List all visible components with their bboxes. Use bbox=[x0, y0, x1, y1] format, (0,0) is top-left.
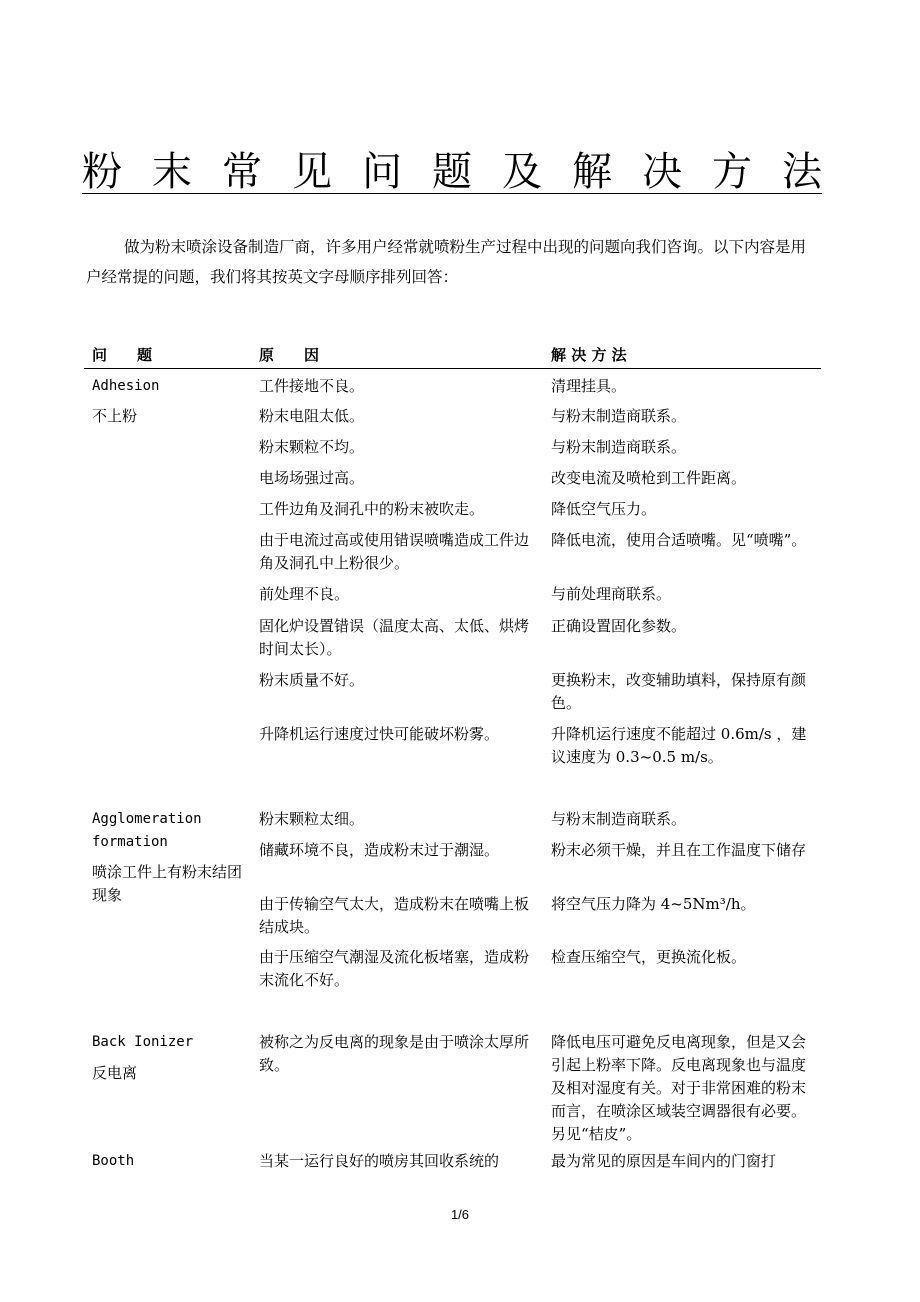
problem-cn: 不上粉 bbox=[92, 407, 138, 425]
title-char: 决 bbox=[642, 149, 682, 195]
title-char: 粉 bbox=[82, 149, 122, 195]
header-cause: 原 因 bbox=[259, 346, 320, 364]
title-char: 问 bbox=[362, 149, 402, 195]
title-underline bbox=[82, 193, 822, 194]
title-char: 见 bbox=[292, 149, 332, 195]
table-row-cause: 工件接地不良。 bbox=[259, 377, 365, 395]
header-rule bbox=[84, 368, 821, 369]
table-row-solution: 清理挂具。 bbox=[551, 377, 627, 395]
problem-cn: 喷涂工件上有粉末结团现象 bbox=[92, 863, 243, 904]
table-row-solution: 与粉末制造商联系。 bbox=[551, 810, 687, 828]
table-row-solution: 将空气压力降为 4~5Nm³/h。 bbox=[551, 895, 756, 913]
title-char: 及 bbox=[502, 149, 542, 195]
table-row-cause: 固化炉设置错误（温度太高、太低、烘烤时间太长）。 bbox=[259, 617, 530, 658]
table-row-cause: 粉末质量不好。 bbox=[259, 671, 365, 689]
title-char: 方 bbox=[712, 149, 752, 195]
table-row-cause: 储藏环境不良，造成粉末过于潮湿。 bbox=[259, 841, 500, 859]
faq-table bbox=[84, 341, 821, 1170]
table-row-cause: 由于电流过高或使用错误喷嘴造成工件边角及洞孔中上粉很少。 bbox=[259, 531, 530, 572]
problem-cn: 反电离 bbox=[92, 1064, 138, 1082]
table-row-cause: 当某一运行良好的喷房其回收系统的 bbox=[259, 1152, 500, 1170]
table-row-cause: 电场场强过高。 bbox=[259, 469, 365, 487]
header-solution: 解 决 方 法 bbox=[551, 346, 627, 364]
page-number: 1/6 bbox=[450, 1207, 470, 1222]
page-title bbox=[82, 146, 822, 198]
table-row-solution: 与粉末制造商联系。 bbox=[551, 438, 687, 456]
table-row-cause: 粉末颗粒太细。 bbox=[259, 810, 365, 828]
table-row-cause: 由于压缩空气潮湿及流化板堵塞，造成粉末流化不好。 bbox=[259, 948, 530, 989]
table-row-cause: 粉末颗粒不均。 bbox=[259, 438, 365, 456]
table-row-cause: 工件边角及洞孔中的粉末被吹走。 bbox=[259, 500, 485, 518]
header-problem: 问 题 bbox=[92, 346, 153, 364]
table-row-solution: 粉末必须干燥，并且在工作温度下储存 bbox=[551, 841, 807, 859]
table-row-solution: 改变电流及喷枪到工件距离。 bbox=[551, 469, 747, 487]
table-row-solution: 更换粉末，改变辅助填料，保持原有颜色。 bbox=[551, 671, 807, 712]
problem-en: Adhesion bbox=[92, 378, 160, 394]
table-row-solution: 与粉末制造商联系。 bbox=[551, 407, 687, 425]
title-char: 末 bbox=[152, 149, 192, 195]
problem-en: Booth bbox=[92, 1153, 135, 1169]
table-row-solution: 检查压缩空气，更换流化板。 bbox=[551, 948, 747, 966]
table-row-cause: 被称之为反电离的现象是由于喷涂太厚所致。 bbox=[259, 1033, 530, 1074]
intro-paragraph: 做为粉末喷涂设备制造厂商，许多用户经常就喷粉生产过程中出现的问题向我们咨询。以下内容是用户经常提的问题，我们将其按英文字母顺序排列回答： bbox=[86, 238, 807, 286]
table-row-solution: 与前处理商联系。 bbox=[551, 585, 672, 603]
table-row-solution: 降低电压可避免反电离现象，但是又会引起上粉率下降。反电离现象也与温度及相对湿度有关。对于非常困难的粉末而言，在喷涂区域装空调器很有必要。另见“桔皮”。 bbox=[551, 1033, 807, 1143]
problem-en: Agglomeration formation bbox=[92, 811, 202, 850]
table-row-solution: 降低电流，使用合适喷嘴。见“喷嘴”。 bbox=[551, 531, 807, 549]
table-row-cause: 前处理不良。 bbox=[259, 585, 350, 603]
title-char: 法 bbox=[782, 149, 822, 195]
title-char: 解 bbox=[572, 149, 612, 195]
table-row-cause: 粉末电阻太低。 bbox=[259, 407, 365, 425]
table-row-cause: 由于传输空气太大，造成粉末在喷嘴上板结成块。 bbox=[259, 895, 530, 936]
table-row-cause: 升降机运行速度过快可能破坏粉雾。 bbox=[259, 725, 500, 743]
table-header bbox=[84, 341, 821, 369]
table-row-solution: 最为常见的原因是车间内的门窗打 bbox=[551, 1152, 777, 1170]
table-row-solution: 升降机运行速度不能超过 0.6m/s ，建议速度为 0.3~0.5 m/s。 bbox=[551, 725, 807, 766]
table-row-solution: 降低空气压力。 bbox=[551, 500, 657, 518]
title-char: 常 bbox=[222, 149, 262, 195]
table-row-solution: 正确设置固化参数。 bbox=[551, 617, 687, 635]
title-char: 题 bbox=[432, 149, 472, 195]
problem-en: Back Ionizer bbox=[92, 1034, 194, 1050]
